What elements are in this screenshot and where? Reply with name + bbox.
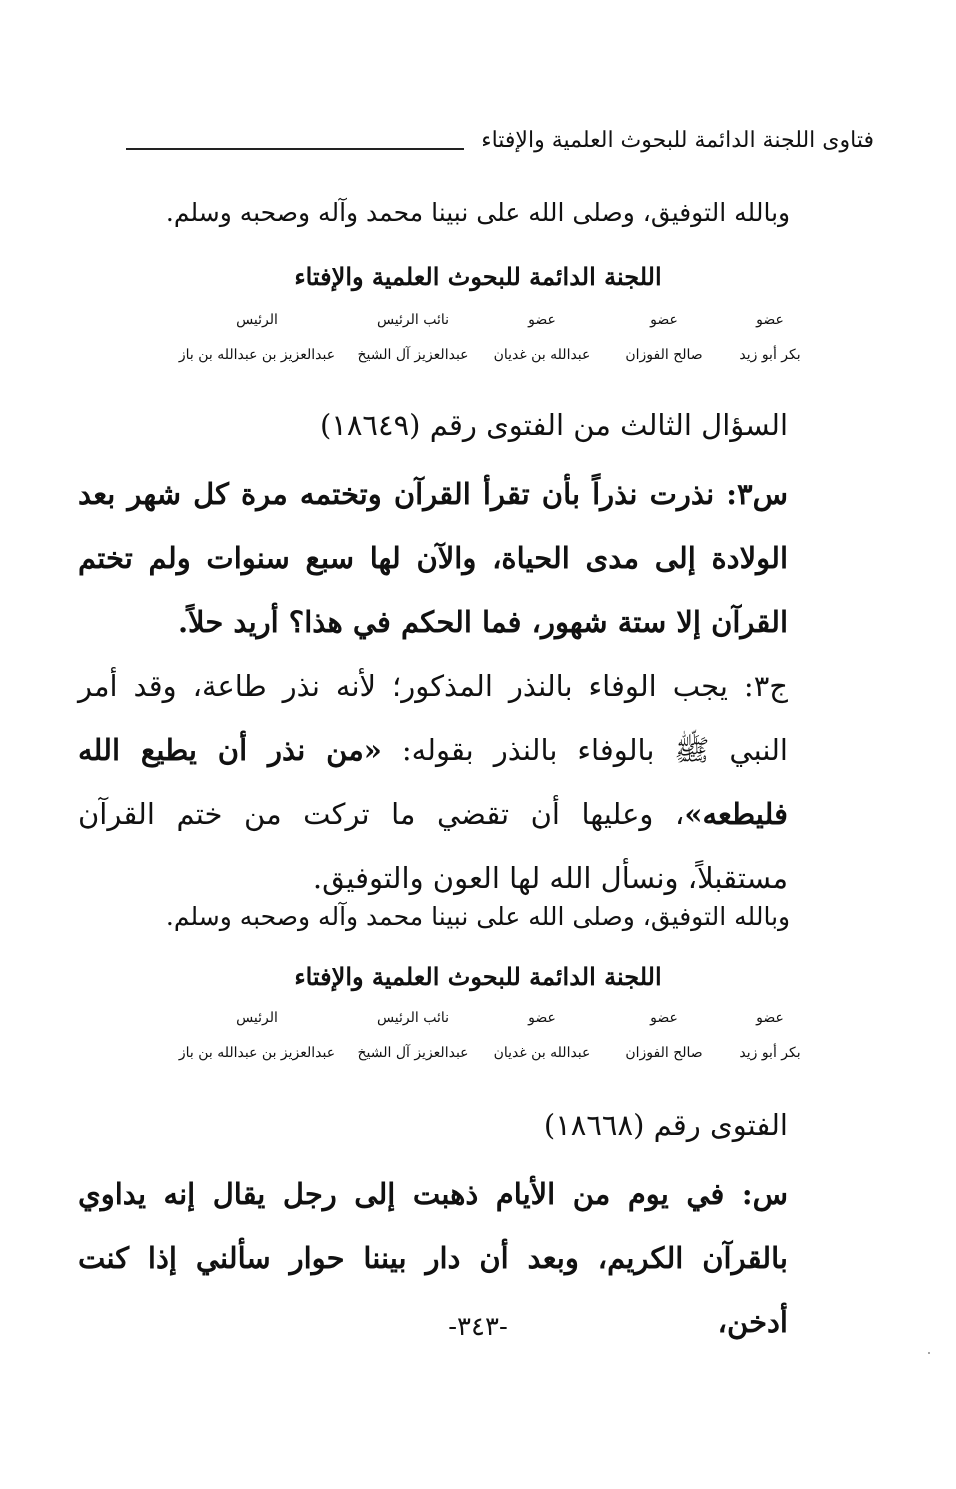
page-number: -٣٤٣- <box>448 1312 508 1342</box>
role: عضو <box>756 1010 784 1026</box>
role: نائب الرئيس <box>376 1010 450 1026</box>
role: عضو <box>528 1010 556 1026</box>
role: الرئيس <box>236 1010 278 1026</box>
header-title: فتاوى اللجنة الدائمة للبحوث العلمية والإفتاء <box>471 128 874 153</box>
answer-text: ج٣: يجب الوفاء بالنذر المذكور؛ لأنه نذر طاعة، وقد أمر النبي ﷺ بالوفاء بالنذر بقوله: <box>78 669 788 767</box>
signatories-names <box>168 1045 816 1061</box>
question-paragraph: س: في يوم من الأيام ذهبت إلى رجل يقال إنه يداوي بالقرآن الكريم، وبعد أن دار بيننا حوار سألني إذا كنت أدخن، <box>78 1177 788 1339</box>
signatory-name: عبدالعزيز آل الشيخ <box>357 347 469 363</box>
signatories-roles <box>168 1010 816 1026</box>
signatory-name: صالح الفوزان <box>625 1045 703 1061</box>
signatories-roles <box>168 312 816 328</box>
running-header <box>126 128 874 168</box>
committee-name: اللجنة الدائمة للبحوث العلمية والإفتاء <box>294 262 662 291</box>
closing-line: وبالله التوفيق، وصلى الله على نبينا محمد وآله وصحبه وسلم. <box>165 198 791 227</box>
answer-paragraph <box>78 654 788 910</box>
signatory-name: بكر أبو زيد <box>739 347 801 363</box>
fatwa-heading: السؤال الثالث من الفتوى رقم (١٨٦٤٩) <box>319 408 788 442</box>
scan-speck <box>928 1352 930 1354</box>
hadith-quote: «من نذر أن يطيع الله فليطعه» <box>78 733 788 831</box>
signatory-name: عبدالعزيز بن عبدالله بن باز <box>178 1045 336 1061</box>
role: عضو <box>650 1010 678 1026</box>
signatory-name: عبدالعزيز بن عبدالله بن باز <box>178 347 336 363</box>
committee-name: اللجنة الدائمة للبحوث العلمية والإفتاء <box>294 962 662 991</box>
signatory-name: بكر أبو زيد <box>739 1045 801 1061</box>
role: نائب الرئيس <box>376 312 450 328</box>
fatwa-heading: الفتوى رقم (١٨٦٦٨) <box>543 1108 788 1142</box>
role: عضو <box>528 312 556 328</box>
header-rule <box>126 148 464 150</box>
role: عضو <box>756 312 784 328</box>
closing-line: وبالله التوفيق، وصلى الله على نبينا محمد وآله وصحبه وسلم. <box>165 902 791 931</box>
signatory-name: عبدالله بن غديان <box>493 1045 591 1061</box>
answer-text-cont: ، وعليها أن تقضي ما تركت من ختم القرآن مستقبلاً، ونسأل الله لها العون والتوفيق. <box>78 797 788 895</box>
question-paragraph: س٣: نذرت نذراً بأن تقرأ القرآن وتختمه مرة كل شهر بعد الولادة إلى مدى الحياة، والآن لها سبع سنوات ولم تختم القرآن إلا ستة شهور، فما الحكم في هذا؟ أريد حلاً. <box>78 477 788 639</box>
role: عضو <box>650 312 678 328</box>
signatory-name: عبدالعزيز آل الشيخ <box>357 1045 469 1061</box>
signatory-name: صالح الفوزان <box>625 347 703 363</box>
signatory-name: عبدالله بن غديان <box>493 347 591 363</box>
role: الرئيس <box>236 312 278 328</box>
signatories-names <box>168 347 816 363</box>
